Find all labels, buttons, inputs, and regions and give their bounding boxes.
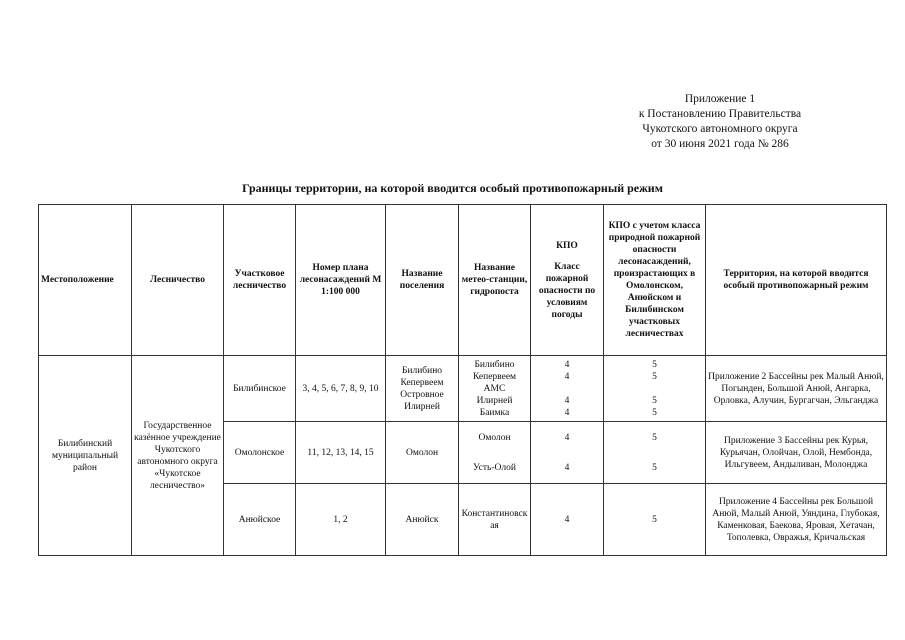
kpo2-value: 5 [652, 407, 657, 418]
cell-kpo [531, 484, 604, 556]
station-name: Илирней [476, 395, 513, 406]
kpo2-value: 5 [652, 514, 657, 525]
cell-forestry: Государственное казённое учреждение Чукотского автономного округа «Чукотское лесничество» [132, 356, 224, 556]
settlement-name: Илирней [404, 401, 440, 412]
kpo2-value: 5 [652, 432, 657, 443]
header-territory: Территория, на которой вводится особый противопожарный режим [706, 205, 887, 356]
kpo2-value: 5 [652, 462, 657, 473]
cell-territory: Приложение 2 Бассейны рек Малый Анюй, Погынден, Большой Анюй, Ангарка, Орловка, Алучин, Бургагчан, Эльганджа [706, 356, 887, 422]
cell-kpo2 [604, 422, 706, 484]
station-name: Билибино [474, 359, 515, 370]
header-settlement: Название поселения [386, 205, 459, 356]
cell-settlements [386, 484, 459, 556]
kpo2-value: 5 [652, 395, 657, 406]
cell-kpo2 [604, 484, 706, 556]
cell-kpo [531, 422, 604, 484]
table-header-row [39, 205, 887, 356]
station-name: АМС [483, 383, 506, 394]
cell-kpo [531, 356, 604, 422]
settlement-name: Омолон [405, 447, 439, 458]
kpo-value: 4 [564, 395, 570, 406]
annex-line: к Постановлению Правительства [638, 108, 802, 120]
kpo-value: 4 [564, 514, 570, 525]
header-district: Участковое лесничество [224, 205, 296, 356]
kpo2-value [606, 383, 703, 395]
kpo-value [533, 383, 601, 395]
station-name: Кепервеем [472, 371, 517, 382]
fire-regime-table [38, 204, 887, 556]
annex-line: Приложение 1 [684, 93, 756, 105]
cell-territory: Приложение 3 Бассейны рек Курья, Курьячан, Олойчан, Олой, Нембонда, Ильгувеем, Андыливан, Молонджа [706, 422, 887, 484]
header-forestry: Лесничество [132, 205, 224, 356]
kpo-value: 4 [564, 432, 570, 443]
header-kpo-title: КПО [556, 240, 578, 251]
cell-map-plan: 1, 2 [296, 484, 386, 556]
cell-location: Билибинский муниципальный район [39, 356, 132, 556]
cell-map-plan: 3, 4, 5, 6, 7, 8, 9, 10 [296, 356, 386, 422]
kpo-value: 4 [564, 462, 570, 473]
cell-district: Билибинское [224, 356, 296, 422]
header-kpo [531, 205, 604, 356]
document-title: Границы территории, на которой вводится особый противопожарный режим [242, 181, 663, 195]
annex-line: от 30 июня 2021 года № 286 [651, 138, 789, 150]
station-name: Константиновская [461, 508, 528, 531]
kpo2-value: 5 [652, 359, 657, 370]
settlement-name: Анюйск [405, 514, 439, 525]
header-kpo2: КПО с учетом класса природной пожарной опасности лесонасаждений, произрастающих в Омолонском, Анюйском и Билибинском участковых лесничествах [604, 205, 706, 356]
settlement-name: Островное [400, 389, 444, 400]
cell-stations [459, 422, 531, 484]
station-name: Усть-Олой [473, 462, 516, 473]
header-kpo-desc: Класс пожарной опасности по условиям погоды [538, 261, 596, 320]
cell-stations [459, 356, 531, 422]
settlement-name: Кепервеем [400, 377, 444, 388]
header-location: Местоположение [39, 205, 132, 356]
cell-settlements [386, 422, 459, 484]
cell-district: Анюйское [224, 484, 296, 556]
cell-kpo2 [604, 356, 706, 422]
annex-line: Чукотского автономного округа [642, 123, 798, 135]
table-row [39, 356, 887, 422]
cell-territory: Приложение 4 Бассейны рек Большой Анюй, Малый Анюй, Уяндина, Глубокая, Каменковая, Баекова, Яровая, Хетачан, Тополевка, Овражья, Кричальская [706, 484, 887, 556]
cell-map-plan: 11, 12, 13, 14, 15 [296, 422, 386, 484]
settlement-name: Билибино [401, 365, 443, 376]
kpo-value: 4 [564, 359, 570, 370]
station-name: Баимка [479, 407, 510, 418]
kpo2-value: 5 [652, 371, 657, 382]
cell-stations [459, 484, 531, 556]
cell-district: Омолонское [224, 422, 296, 484]
header-station: Название метео-станции, гидропоста [459, 205, 531, 356]
kpo-value: 4 [564, 371, 570, 382]
kpo-value: 4 [564, 407, 570, 418]
annex-header [560, 92, 880, 152]
station-name: Омолон [478, 432, 511, 443]
cell-settlements [386, 356, 459, 422]
header-map-plan: Номер плана лесонасаждений М 1:100 000 [296, 205, 386, 356]
